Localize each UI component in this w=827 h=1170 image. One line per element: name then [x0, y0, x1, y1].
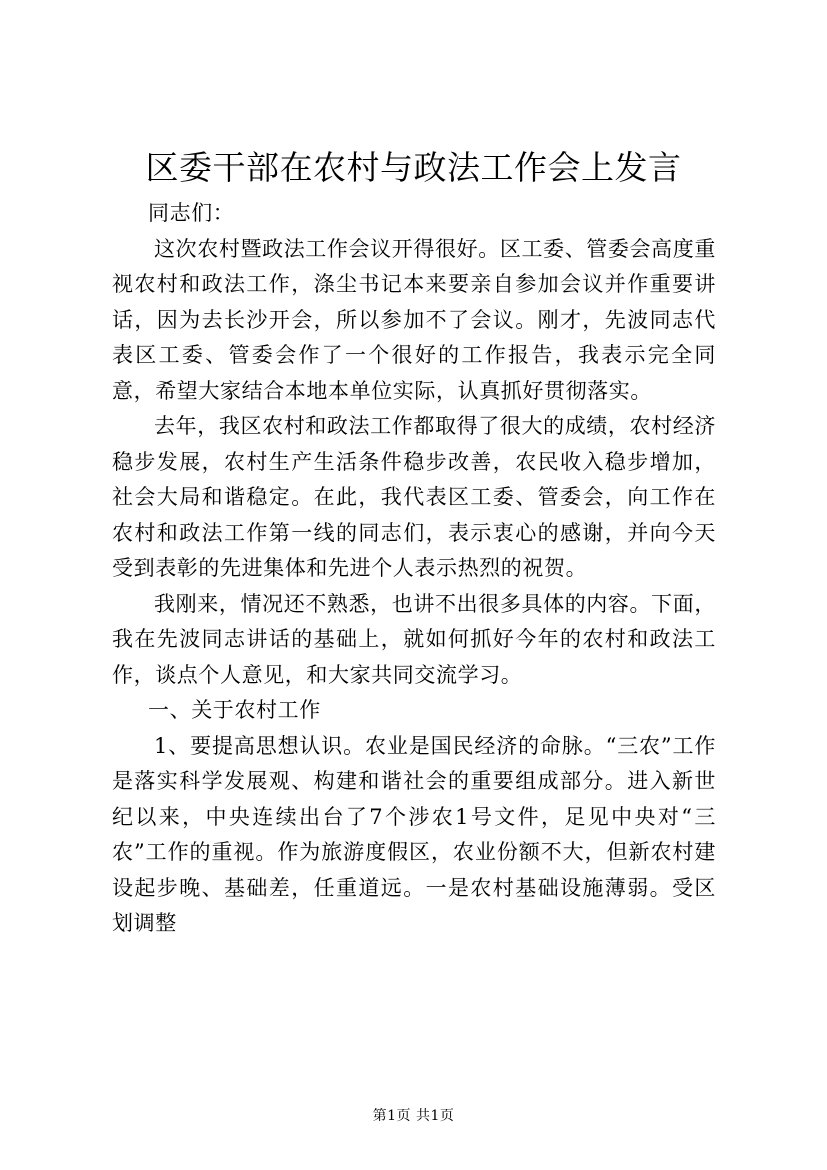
paragraph-introduction: 我刚来，情况还不熟悉，也讲不出很多具体的内容。下面，我在先波同志讲话的基础上，就如何抓好今年的农村和政法工作，谈点个人意见，和大家共同交流学习。 — [112, 591, 716, 687]
page-footer: 第1页 共1页 — [372, 1108, 455, 1124]
document-title: 区委干部在农村与政法工作会上发言 — [145, 148, 682, 187]
salutation: 同志们： — [148, 201, 235, 225]
paragraph-achievements: 去年，我区农村和政法工作都取得了很大的成绩，农村经济稳步发展，农村生产生活条件稳步改善，农民收入稳步增加，社会大局和谐稳定。在此，我代表区工委、管委会，向工作在农村和政法工作第一线的同志们，表示衷心的感谢，并向今天受到表彰的先进集体和先进个人表示热烈的祝贺。 — [112, 414, 716, 580]
section-heading-rural-work: 一、关于农村工作 — [148, 698, 321, 722]
paragraph-opening: 这次农村暨政法工作会议开得很好。区工委、管委会高度重视农村和政法工作，涤尘书记本来要亲自参加会议并作重要讲话，因为去长沙开会，所以参加不了会议。刚才，先波同志代表区工委、管委会作了一个很好的工作报告，我表示完全同意，希望大家结合本地本单位实际，认真抓好贯彻落实。 — [112, 236, 716, 403]
document-body — [112, 196, 716, 942]
paragraph-raise-awareness: 1、要提高思想认识。农业是国民经济的命脉。“三农”工作是落实科学发展观、构建和谐社会的重要组成部分。进入新世纪以来，中央连续出台了7个涉农1号文件，足见中央对“三农”工作的重视。作为旅游度假区，农业份额不大，但新农村建设起步晚、基础差，任重道远。一是农村基础设施薄弱。受区划调整 — [112, 733, 716, 935]
